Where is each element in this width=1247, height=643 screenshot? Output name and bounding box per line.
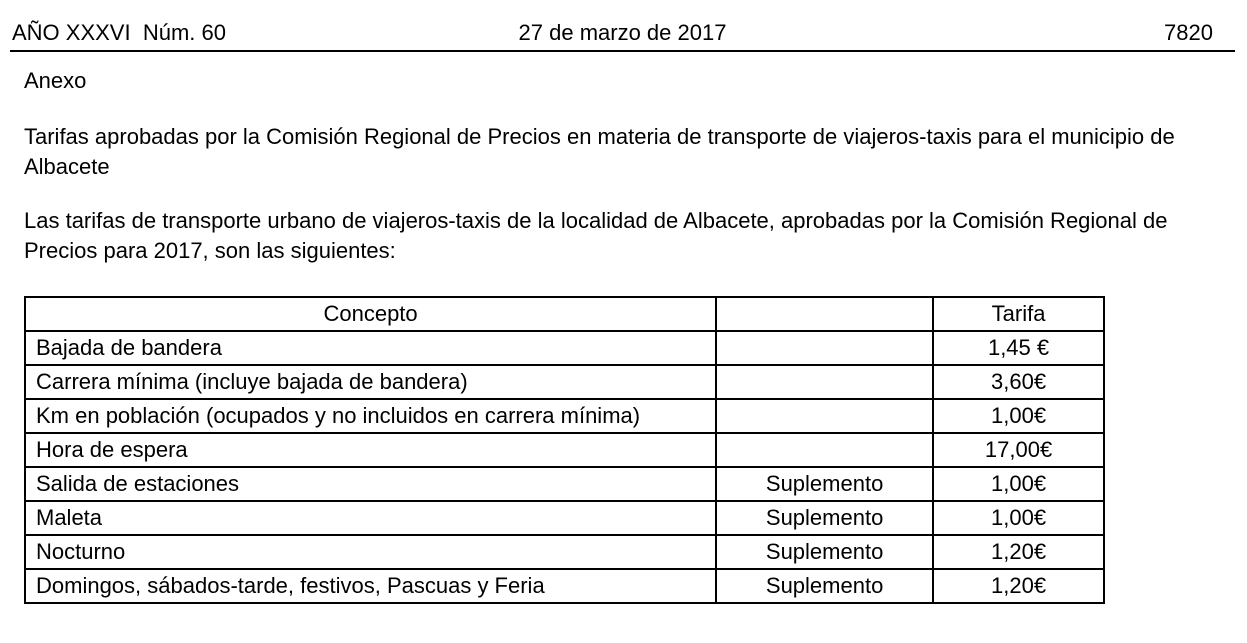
tarifa-cell: 1,20€ xyxy=(933,569,1104,603)
table-row xyxy=(25,569,1104,603)
concepto-cell: Bajada de bandera xyxy=(25,331,716,365)
page-header xyxy=(10,18,1235,52)
table-row xyxy=(25,501,1104,535)
issue-number: AÑO XXXVI Núm. 60 xyxy=(12,20,226,45)
tarifa-cell: 17,00€ xyxy=(933,433,1104,467)
header-concepto: Concepto xyxy=(25,297,716,331)
intro-paragraph: Las tarifas de transporte urbano de viajeros-taxis de la localidad de Albacete, aprobadas por la Comisión Regional de Precios para 2017, son las siguientes: xyxy=(24,208,1168,263)
annex-label: Anexo xyxy=(24,68,87,93)
concepto-cell: Maleta xyxy=(25,501,716,535)
table-row xyxy=(25,535,1104,569)
concepto-cell: Nocturno xyxy=(25,535,716,569)
tariff-table xyxy=(24,296,1105,604)
tarifa-cell: 1,45 € xyxy=(933,331,1104,365)
header-tipo xyxy=(716,297,933,331)
tipo-cell xyxy=(716,399,933,433)
tarifa-cell: 3,60€ xyxy=(933,365,1104,399)
tipo-cell: Suplemento xyxy=(716,501,933,535)
tipo-cell xyxy=(716,331,933,365)
concepto-cell: Km en población (ocupados y no incluidos en carrera mínima) xyxy=(25,399,716,433)
table-row xyxy=(25,331,1104,365)
tipo-cell: Suplemento xyxy=(716,569,933,603)
tipo-cell xyxy=(716,433,933,467)
publication-date: 27 de marzo de 2017 xyxy=(518,20,727,45)
table-row xyxy=(25,467,1104,501)
tipo-cell xyxy=(716,365,933,399)
header-tarifa: Tarifa xyxy=(933,297,1104,331)
tarifa-cell: 1,00€ xyxy=(933,501,1104,535)
concepto-cell: Carrera mínima (incluye bajada de bandera) xyxy=(25,365,716,399)
concepto-cell: Domingos, sábados-tarde, festivos, Pascuas y Feria xyxy=(25,569,716,603)
concepto-cell: Hora de espera xyxy=(25,433,716,467)
table-row xyxy=(25,433,1104,467)
page-number: 7820 xyxy=(1164,20,1213,45)
concepto-cell: Salida de estaciones xyxy=(25,467,716,501)
tipo-cell: Suplemento xyxy=(716,467,933,501)
table-header-row xyxy=(25,297,1104,331)
tarifa-cell: 1,00€ xyxy=(933,399,1104,433)
tarifa-cell: 1,00€ xyxy=(933,467,1104,501)
document-title: Tarifas aprobadas por la Comisión Regional de Precios en materia de transporte de viajeros-taxis para el municipio de Albacete xyxy=(24,124,1175,179)
table-row xyxy=(25,365,1104,399)
tarifa-cell: 1,20€ xyxy=(933,535,1104,569)
table-row xyxy=(25,399,1104,433)
tipo-cell: Suplemento xyxy=(716,535,933,569)
